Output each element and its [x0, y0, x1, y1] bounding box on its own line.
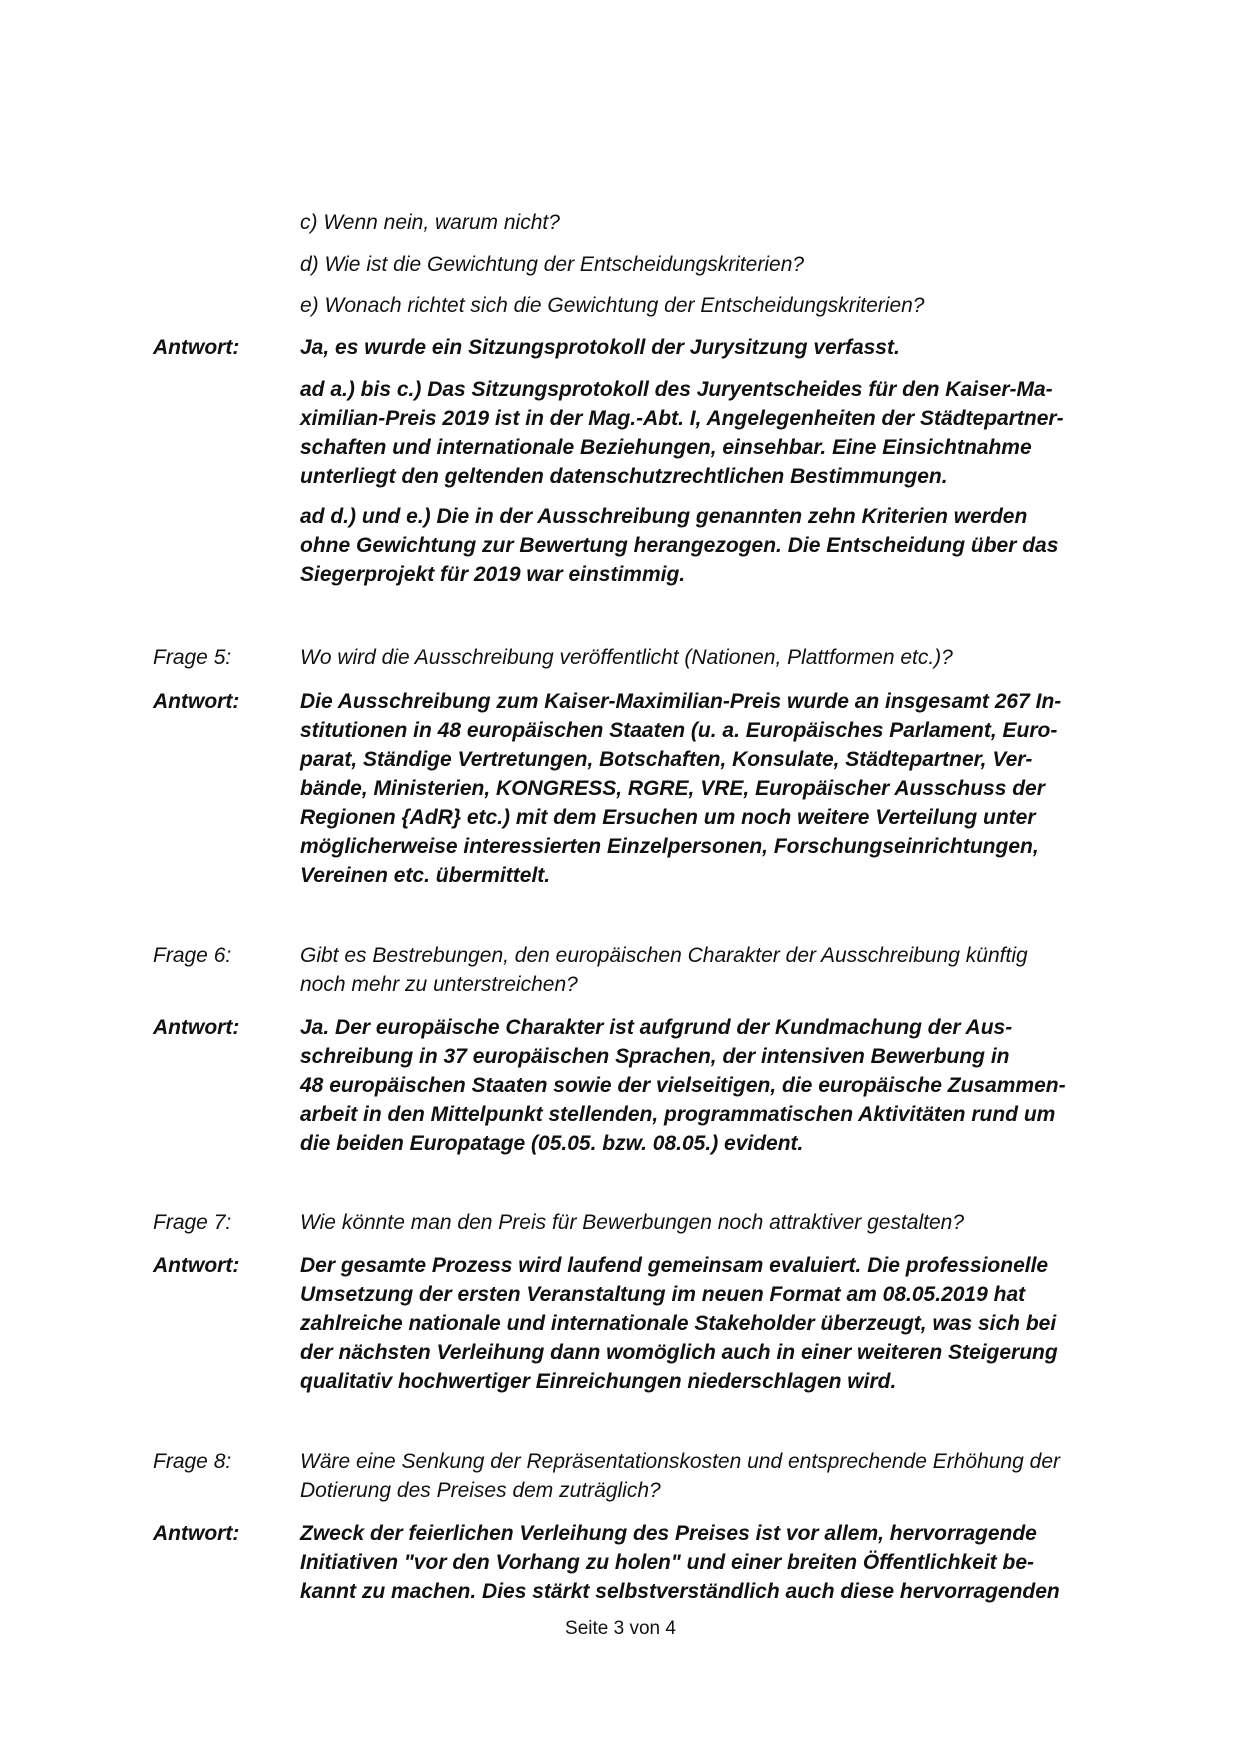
- text-line: Zweck der feierlichen Verleihung des Preises ist vor allem, hervorragende: [300, 1522, 1037, 1545]
- answer-4-d-e: [300, 502, 1160, 589]
- text-line: noch mehr zu unterstreichen?: [300, 973, 578, 996]
- answer-5: [300, 687, 1160, 890]
- text-line: Regionen {AdR} etc.) mit dem Ersuchen um noch weitere Verteilung unter: [300, 806, 1036, 829]
- page-number: Seite 3 von 4: [565, 1618, 676, 1639]
- text-line: ad a.) bis c.) Das Sitzungsprotokoll des Juryentscheides für den Kaiser-Ma-: [300, 378, 1053, 401]
- answer-label-5: Antwort:: [153, 690, 240, 713]
- text-line: möglicherweise interessierten Einzelpersonen, Forschungseinrichtungen,: [300, 835, 1039, 858]
- text-line: der nächsten Verleihung dann womöglich auch in einer weiteren Steigerung: [300, 1341, 1058, 1364]
- answer-8: [300, 1519, 1160, 1606]
- answer-label-4: Antwort:: [153, 336, 240, 359]
- text-line: Ja, es wurde ein Sitzungsprotokoll der Jurysitzung verfasst.: [300, 336, 900, 359]
- text-line: Vereinen etc. übermittelt.: [300, 864, 551, 887]
- text-line: Wie könnte man den Preis für Bewerbungen noch attraktiver gestalten?: [300, 1211, 965, 1234]
- text-line: ad d.) und e.) Die in der Ausschreibung genannten zehn Kriterien werden: [300, 505, 1028, 528]
- question-d: d) Wie ist die Gewichtung der Entscheidungskriterien?: [300, 253, 805, 276]
- text-line: Ja. Der europäische Charakter ist aufgrund der Kundmachung der Aus-: [300, 1016, 1013, 1039]
- text-line: Der gesamte Prozess wird laufend gemeinsam evaluiert. Die professionelle: [300, 1254, 1049, 1277]
- text-line: 48 europäischen Staaten sowie der vielseitigen, die europäische Zusammen-: [300, 1074, 1066, 1097]
- text-line: qualitativ hochwertiger Einreichungen niederschlagen wird.: [300, 1370, 897, 1393]
- question-c: c) Wenn nein, warum nicht?: [300, 211, 560, 234]
- text-line: schaften und internationale Beziehungen, einsehbar. Eine Einsichtnahme: [300, 436, 1032, 459]
- text-line: ohne Gewichtung zur Bewertung herangezogen. Die Entscheidung über das: [300, 534, 1059, 557]
- question-6: [300, 941, 1160, 999]
- question-e: e) Wonach richtet sich die Gewichtung der Entscheidungskriterien?: [300, 294, 925, 317]
- question-7: [300, 1208, 1160, 1237]
- question-8: [300, 1447, 1160, 1505]
- text-line: Umsetzung der ersten Veranstaltung im neuen Format am 08.05.2019 hat: [300, 1283, 1026, 1306]
- answer-4-intro: [300, 333, 1160, 362]
- text-line: Dotierung des Preises dem zuträglich?: [300, 1479, 661, 1502]
- question-label-8: Frage 8:: [153, 1450, 232, 1473]
- question-label-7: Frage 7:: [153, 1211, 232, 1234]
- text-line: kannt zu machen. Dies stärkt selbstverständlich auch diese hervorragenden: [300, 1580, 1060, 1603]
- question-label-6: Frage 6:: [153, 944, 232, 967]
- text-line: ximilian-Preis 2019 ist in der Mag.-Abt. I, Angelegenheiten der Städtepartner-: [300, 407, 1064, 430]
- text-line: die beiden Europatage (05.05. bzw. 08.05.) evident.: [300, 1132, 804, 1155]
- text-line: arbeit in den Mittelpunkt stellenden, programmatischen Aktivitäten rund um: [300, 1103, 1056, 1126]
- text-line: zahlreiche nationale und internationale Stakeholder überzeugt, was sich bei: [300, 1312, 1057, 1335]
- text-line: Die Ausschreibung zum Kaiser-Maximilian-Preis wurde an insgesamt 267 In-: [300, 690, 1062, 713]
- text-line: Gibt es Bestrebungen, den europäischen Charakter der Ausschreibung künftig: [300, 944, 1028, 967]
- text-line: unterliegt den geltenden datenschutzrechtlichen Bestimmungen.: [300, 465, 948, 488]
- answer-label-7: Antwort:: [153, 1254, 240, 1277]
- question-label-5: Frage 5:: [153, 646, 232, 669]
- answer-label-8: Antwort:: [153, 1522, 240, 1545]
- text-line: schreibung in 37 europäischen Sprachen, der intensiven Bewerbung in: [300, 1045, 1010, 1068]
- question-5: [300, 643, 1160, 672]
- text-line: bände, Ministerien, KONGRESS, RGRE, VRE, Europäischer Ausschuss der: [300, 777, 1045, 800]
- text-line: stitutionen in 48 europäischen Staaten (u. a. Europäisches Parlament, Euro-: [300, 719, 1058, 742]
- text-line: Wo wird die Ausschreibung veröffentlicht (Nationen, Plattformen etc.)?: [300, 646, 953, 669]
- text-line: Wäre eine Senkung der Repräsentationskosten und entsprechende Erhöhung der: [300, 1450, 1061, 1473]
- text-line: parat, Ständige Vertretungen, Botschaften, Konsulate, Städtepartner, Ver-: [300, 748, 1033, 771]
- answer-7: [300, 1251, 1160, 1396]
- answer-label-6: Antwort:: [153, 1016, 240, 1039]
- answer-4-a-c: [300, 375, 1160, 491]
- text-line: Initiativen "vor den Vorhang zu holen" und einer breiten Öffentlichkeit be-: [300, 1551, 1034, 1574]
- answer-6: [300, 1013, 1160, 1158]
- text-line: Siegerprojekt für 2019 war einstimmig.: [300, 563, 686, 586]
